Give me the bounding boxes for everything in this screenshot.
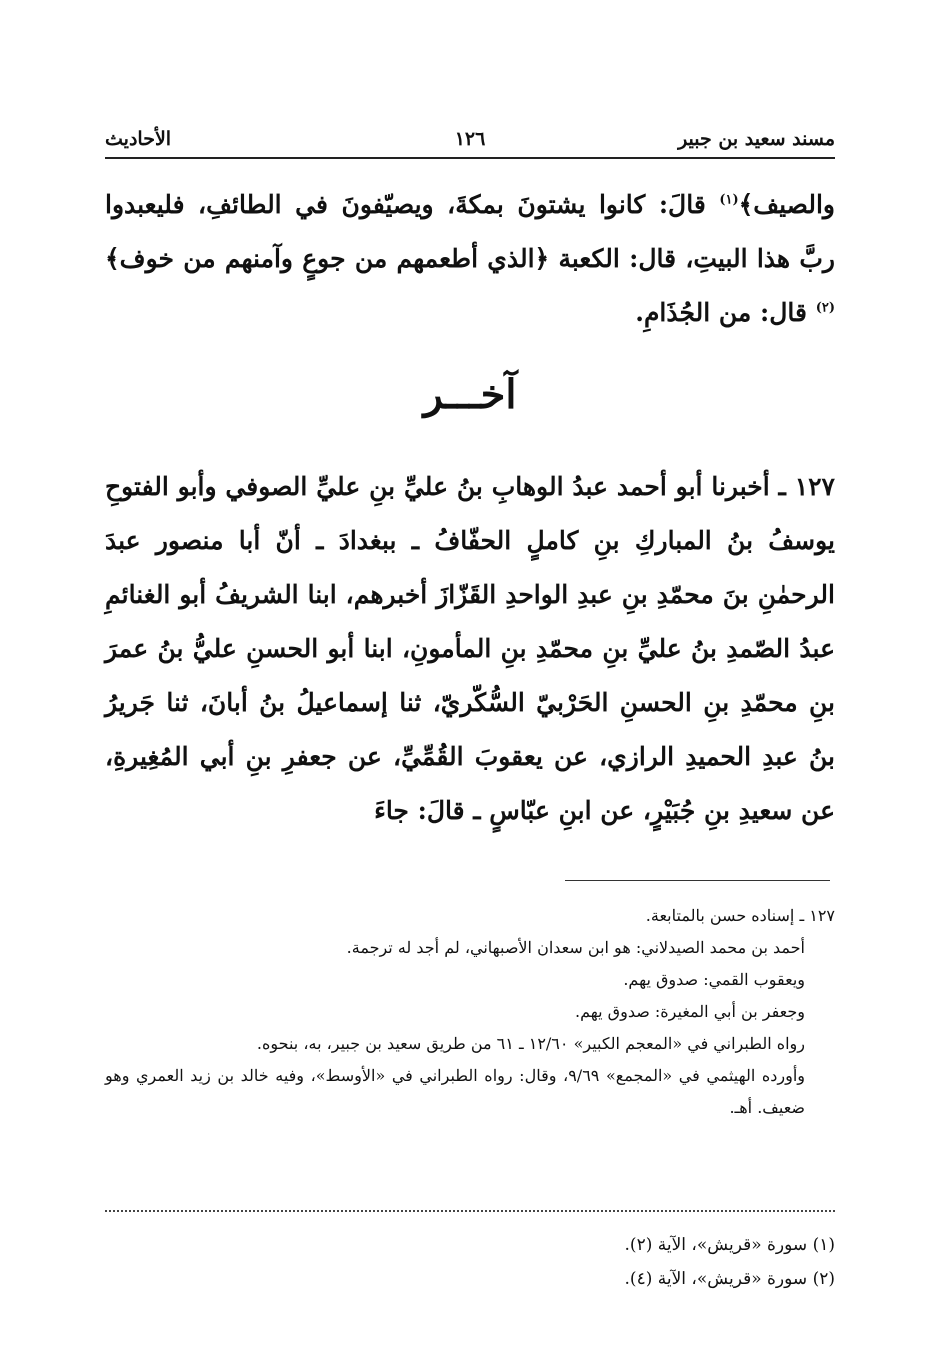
note-line: وجعفر بن أبي المغيرة: صدوق يهم. <box>575 1002 805 1021</box>
note-line: وأورده الهيثمي في «المجمع» ٩/٦٩، وقال: رواه الطبراني في «الأوسط»، وفيه خالد بن زيد العمري وهو ضعيف. أهـ. <box>105 1066 806 1117</box>
footnote-ref-1: (١) <box>719 192 739 208</box>
paragraph-text: والصيف﴾ <box>738 190 835 219</box>
footnotes <box>105 1228 835 1296</box>
footnote-divider <box>105 1210 835 1212</box>
section-title: آخـــر <box>423 371 517 418</box>
note-line: ١٢٧ ـ إسناده حسن بالمتابعة. <box>645 906 835 925</box>
takhrij-notes <box>105 900 835 1124</box>
footnote-1: (١) سورة «قريش»، الآية (٢). <box>624 1235 835 1255</box>
header-rule <box>105 157 835 159</box>
running-header <box>105 124 835 154</box>
paragraph-text: قال: من الجُذَامِ. <box>635 298 816 327</box>
note-line: رواه الطبراني في «المعجم الكبير» ١٢/٦٠ ـ ٦١ من طريق سعيد بن جبير، به، بنحوه. <box>256 1034 805 1053</box>
footnote-ref-2: (٢) <box>815 300 835 316</box>
hadith-paragraph: ١٢٧ ـ أخبرنا أبو أحمد عبدُ الوهابِ بنُ عليِّ بنِ عليِّ الصوفي وأبو الفتوحِ يوسفُ بنُ المباركِ بنِ كاملٍ الحفّافُ ـ ببغدادَ ـ أنّ أبا منصور عبدَ الرحمٰنِ بنَ محمّدِ بنِ عبدِ الواحدِ القَزّازَ أخبرهم، ابنا الشريفُ أبو الغنائمِ عبدُ الصّمدِ بنُ عليِّ بنِ محمّدِ بنِ المأمونِ، ابنا أبو الحسنِ عليُّ بنُ عمرَ بنِ محمّدِ بنِ الحسنِ الحَرْبيّ السُّكّريّ، ثنا إسماعيلُ بنُ أبانَ، ثنا جَريرُ بنُ عبدِ الحميدِ الرازي، عن يعقوبَ القُمِّيِّ، عن جعفرِ بنِ أبي المُغِيرةِ، عن سعيدِ بنِ جُبَيْرٍ، عن ابنِ عبّاسٍ ـ قالَ: جاءَ <box>105 472 835 825</box>
note-line: أحمد بن محمد الصيدلاني: هو ابن سعدان الأصبهاني، لم أجد له ترجمة. <box>346 938 805 957</box>
page-number: ١٢٦ <box>454 128 486 150</box>
book-title: مسند سعيد بن جبير <box>678 128 835 150</box>
note-line: ويعقوب القمي: صدوق يهم. <box>623 970 805 989</box>
paragraph-text: قالَ: كانوا يشتونَ بمكةَ، ويصيّفونَ في الطائفِ، فليعبدوا ربَّ هذا البيتِ، قال: الكعبة ﴿الذي أطعمهم من جوعٍ وآمنهم من خوف﴾ <box>105 190 835 273</box>
notes-rule <box>565 880 830 881</box>
section-name: الأحاديث <box>105 128 172 150</box>
footnote-2: (٢) سورة «قريش»، الآية (٤). <box>624 1269 835 1289</box>
paragraph-continuation <box>105 178 835 340</box>
